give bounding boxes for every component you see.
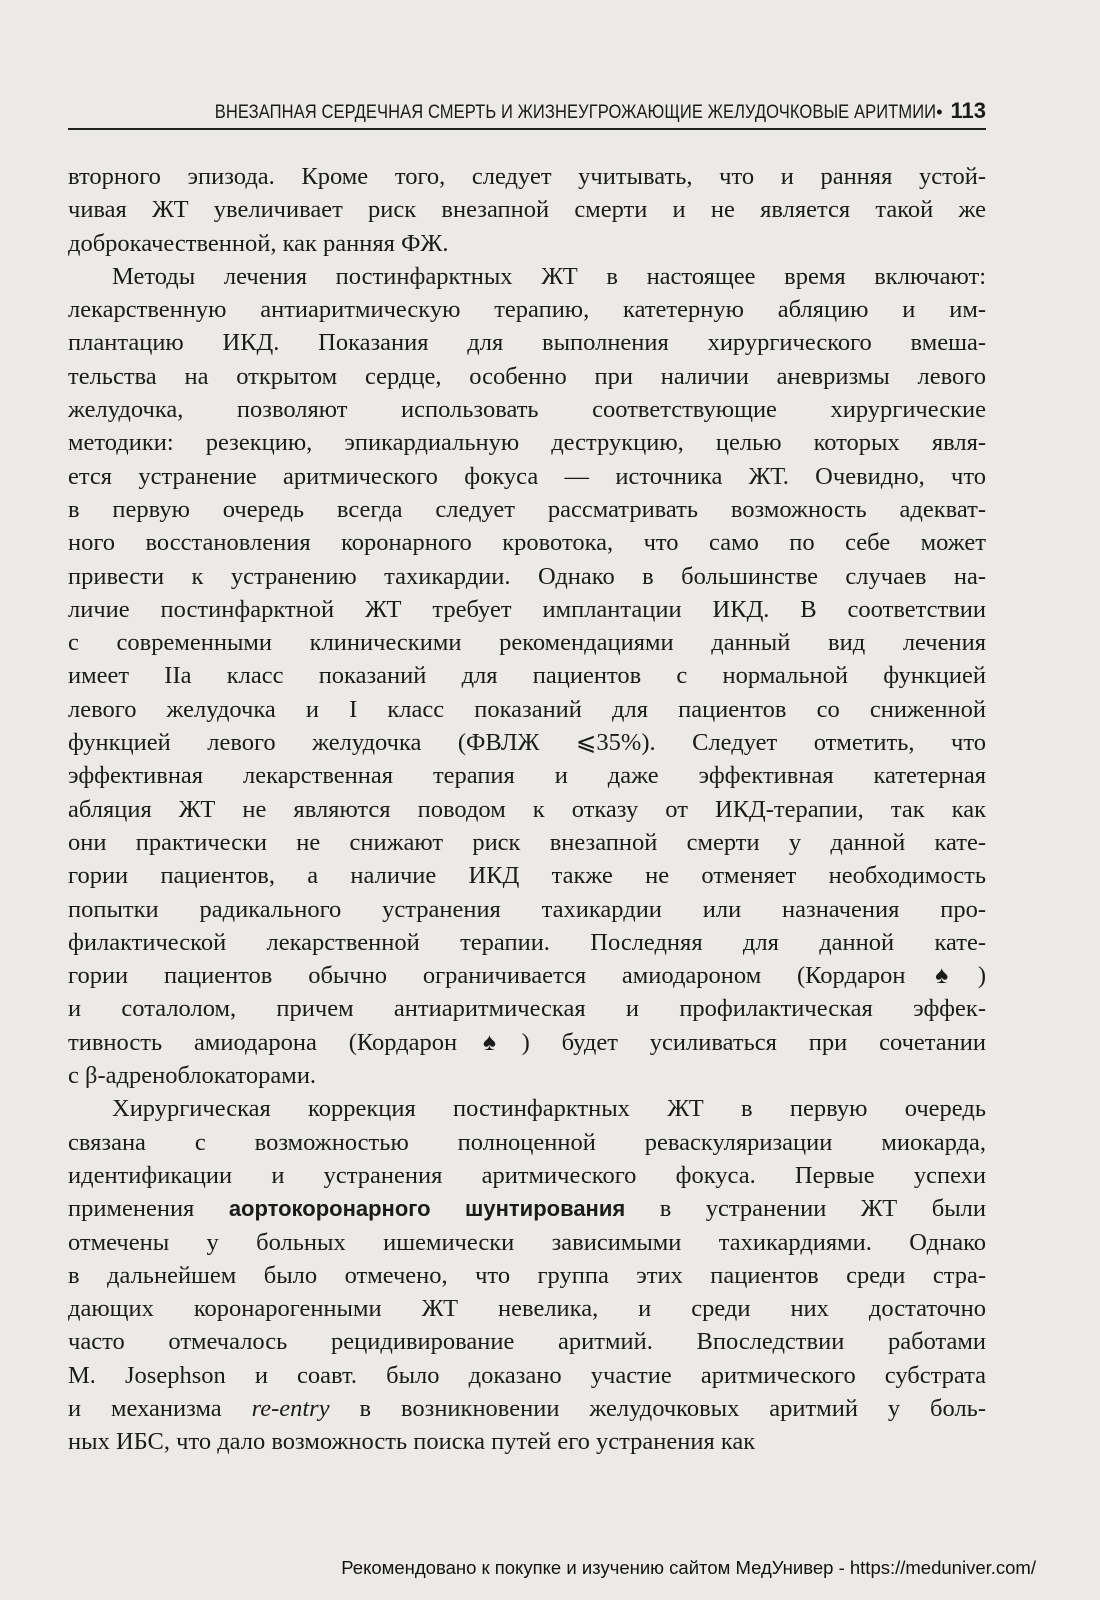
footer-recommendation: Рекомендовано к покупке и изучению сайтом МедУнивер - https://meduniver.com/ xyxy=(341,1557,1036,1578)
text-line xyxy=(68,1192,986,1225)
text-line: левого желудочка и I класс показаний для пациентов со сниженной xyxy=(68,695,986,723)
text-line: они практически не снижают риск внезапной смерти у данной кате- xyxy=(68,828,986,856)
text-line: эффективная лекарственная терапия и даже эффективная катетерная xyxy=(68,762,986,790)
text-line: с β-адреноблокаторами. xyxy=(68,1062,317,1090)
text-line: гории пациентов, а наличие ИКД также не отменяет необходимость xyxy=(68,862,986,890)
text-line: идентификации и устранения аритмического фокуса. Первые успехи xyxy=(68,1161,986,1189)
text-line: ется устранение аритмического фокуса — источника ЖТ. Очевидно, что xyxy=(68,462,986,490)
running-header-bullet: • xyxy=(936,102,943,122)
text-line: связана с возможностью полноценной реваскуляризации миокарда, xyxy=(68,1128,986,1156)
text-line: личие постинфарктной ЖТ требует имплантации ИКД. В соответствии xyxy=(68,595,986,623)
text-line: дающих коронарогенными ЖТ невелика, и среди них достаточно xyxy=(68,1295,986,1323)
text-line: Методы лечения постинфарктных ЖТ в настоящее время включают: xyxy=(112,262,986,290)
running-header xyxy=(68,98,986,130)
text-line: ных ИБС, что дало возможность поиска путей его устранения как xyxy=(68,1428,756,1456)
text-line: часто отмечалось рецидивирование аритмий. Впоследствии работами xyxy=(68,1328,986,1356)
italic-term: re-entry xyxy=(251,1394,330,1422)
text-line: привести к устранению тахикардии. Однако в большинстве случаев на- xyxy=(68,562,986,590)
text-line: доброкачественной, как ранняя ФЖ. xyxy=(68,229,449,257)
text-line: в дальнейшем было отмечено, что группа этих пациентов среди стра- xyxy=(68,1261,986,1289)
text-run: применения xyxy=(68,1195,229,1223)
text-line: плантацию ИКД. Показания для выполнения хирургического вмеша- xyxy=(68,329,986,357)
text-line: вторного эпизода. Кроме того, следует учитывать, что и ранняя устой- xyxy=(68,163,986,190)
running-header-title: ВНЕЗАПНАЯ СЕРДЕЧНАЯ СМЕРТЬ И ЖИЗНЕУГРОЖАЮЩИЕ ЖЕЛУДОЧКОВЫЕ АРИТМИИ xyxy=(214,102,937,123)
text-run: в устранении ЖТ были xyxy=(625,1195,987,1223)
body-text xyxy=(68,160,986,1459)
text-line: методики: резекцию, эпикардиальную деструкцию, целью которых явля- xyxy=(68,429,986,457)
text-line: в первую очередь всегда следует рассматривать возможность адекват- xyxy=(68,495,986,523)
text-line: отмечены у больных ишемически зависимыми тахикардиями. Однако xyxy=(68,1228,986,1256)
text-line: гории пациентов обычно ограничивается амиодароном (Кордарон♠) xyxy=(68,962,986,990)
text-line: тельства на открытом сердце, особенно при наличии аневризмы левого xyxy=(68,362,986,390)
text-run: в возникновении желудочковых аритмий у боль- xyxy=(329,1394,986,1422)
text-line: попытки радикального устранения тахикардии или назначения про- xyxy=(68,895,986,923)
text-line: имеет IIa класс показаний для пациентов с нормальной функцией xyxy=(68,662,986,690)
text-line: лекарственную антиаритмическую терапию, катетерную абляцию и им- xyxy=(68,296,986,324)
paragraph xyxy=(68,1092,986,1458)
text-line: тивность амиодарона (Кордарон♠) будет усиливаться при сочетании xyxy=(68,1028,986,1056)
text-line: ного восстановления коронарного кровотока, что само по себе может xyxy=(68,529,986,557)
text-line xyxy=(68,1392,986,1425)
text-line: чивая ЖТ увеличивает риск внезапной смерти и не является такой же xyxy=(68,196,986,224)
bold-term: аортокоронарного шунтирования xyxy=(228,1196,626,1222)
text-line: желудочка, позволяют использовать соответствующие хирургические xyxy=(68,396,986,424)
text-line: с современными клиническими рекомендациями данный вид лечения xyxy=(68,629,986,657)
text-line: и соталолом, причем антиаритмическая и профилактическая эффек- xyxy=(68,995,986,1023)
page-number: 113 xyxy=(950,98,986,123)
text-line: абляция ЖТ не являются поводом к отказу от ИКД-терапии, так как xyxy=(68,795,986,823)
text-line: M. Josephson и соавт. было доказано участие аритмического субстрата xyxy=(68,1361,986,1389)
paragraph xyxy=(68,260,986,1092)
text-line: филактической лекарственной терапии. Последняя для данной кате- xyxy=(68,928,986,956)
text-line: функцией левого желудочка (ФВЛЖ ⩽35%). Следует отметить, что xyxy=(68,729,986,757)
text-line: Хирургическая коррекция постинфарктных ЖТ в первую очередь xyxy=(112,1095,986,1123)
paragraph xyxy=(68,160,986,260)
text-run: и механизма xyxy=(68,1394,252,1422)
